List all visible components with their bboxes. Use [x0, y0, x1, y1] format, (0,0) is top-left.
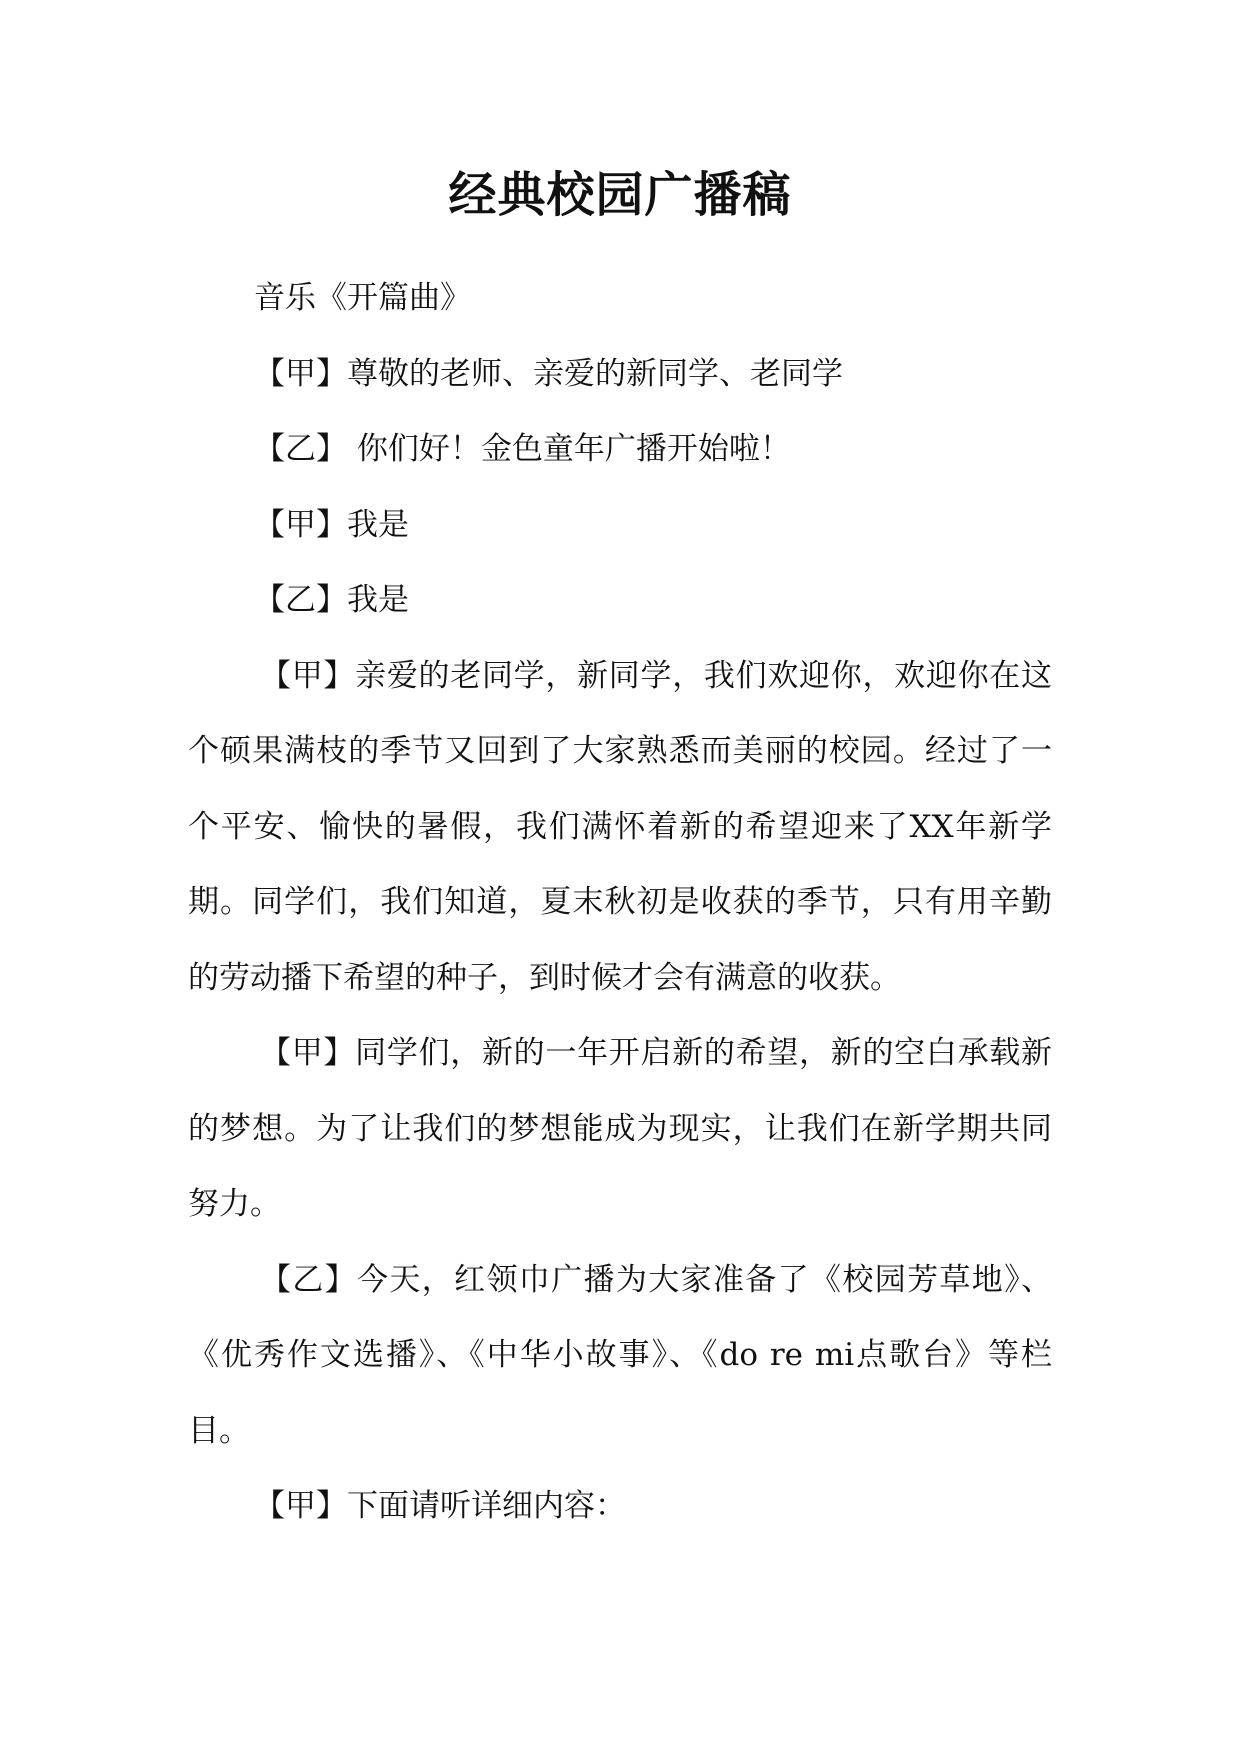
paragraph-host-b-intro: 【乙】我是: [254, 582, 409, 618]
paragraph-greeting-teachers: 【甲】尊敬的老师、亲爱的新同学、老同学: [254, 355, 843, 392]
document-body: [188, 261, 1052, 1545]
paragraph-host-a-intro: 【甲】我是: [254, 506, 409, 543]
paragraph-music-intro: 音乐《开篇曲》: [254, 280, 471, 316]
paragraph-welcome-back: 【甲】亲爱的老同学，新同学，我们欢迎你，欢迎你在这个硕果满枝的季节又回到了大家熟悉而美丽的校园。经过了一个平安、愉快的暑假，我们满怀着新的希望迎来了XX年新学期。同学们，我们知道，夏末秋初是收获的季节，只有用辛勤的劳动播下希望的种子，到时候才会有满意的收获。: [188, 657, 1052, 996]
paragraph-new-hope: 【甲】同学们，新的一年开启新的希望，新的空白承载新的梦想。为了让我们的梦想能成为现实，让我们在新学期共同努力。: [188, 1035, 1052, 1222]
document-title: 经典校园广播稿: [448, 167, 792, 223]
paragraph-broadcast-start: 【乙】 你们好！金色童年广播开始啦！: [254, 431, 791, 467]
paragraph-next-content: 【甲】下面请听详细内容：: [254, 1488, 626, 1524]
paragraph-program-list: 【乙】今天，红领巾广播为大家准备了《校园芳草地》、《优秀作文选播》、《中华小故事》、《do re mi点歌台》等栏目。: [188, 1261, 1052, 1449]
